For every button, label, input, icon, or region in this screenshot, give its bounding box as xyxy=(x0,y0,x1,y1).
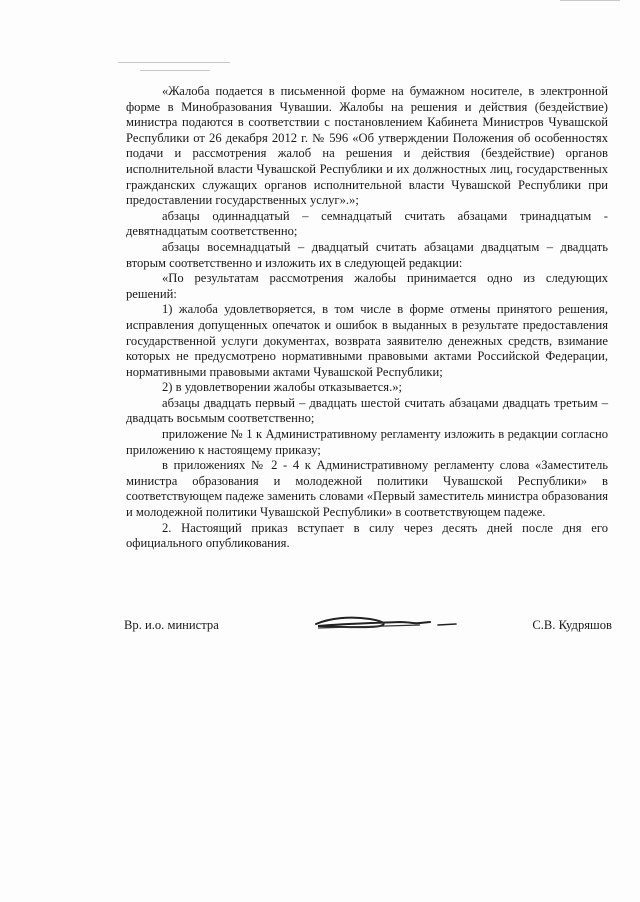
paragraph-renumber-18-20: абзацы восемнадцатый – двадцатый считать абзацами двадцатым – двадцать вторым соответственно и изложить их в следующей редакции: xyxy=(126,239,608,270)
paragraph-appendix-1: приложение № 1 к Административному регламенту изложить в редакции согласно приложению к настоящему приказу; xyxy=(126,427,608,457)
paragraph-appendices-2-4: в приложениях № 2 - 4 к Административному регламенту слова «Заместитель министра образования и молодежной политики Чувашской Республики» в соответствующем падеже заменить словами «Первый заместитель министра образования и молодежной политики Чувашской Республики» в соответствующем падеже. xyxy=(126,458,608,520)
paragraph-complaint-procedure: «Жалоба подается в письменной форме на бумажном носителе, в электронной форме в Минобразования Чувашии. Жалобы на решения и действия (бездействие) министра подаются в соответствии с постановлением Кабинета Министров Чувашской Республики от 26 декабря 2012 г. № 596 «Об утверждении Положения об особенностях подачи и рассмотрения жалоб на решения и действия (бездействие) органов исполнительной власти Чувашской Республики и их должностных лиц, государственных гражданских служащих органов исполнительной власти Чувашской Республики при предоставлении государственных услуг».»; xyxy=(126,84,608,208)
signer-name: С.В. Кудряшов xyxy=(532,618,612,632)
paragraph-decision-intro: «По результатам рассмотрения жалобы принимается одно из следующих решений: xyxy=(126,271,608,301)
scan-artifact xyxy=(560,0,620,1)
signature-block xyxy=(124,618,612,638)
signer-title: Вр. и.о. министра xyxy=(124,618,219,632)
scan-artifact xyxy=(118,62,230,63)
signature-image xyxy=(310,612,460,634)
paragraph-decision-refused: 2) в удовлетворении жалобы отказывается.»; xyxy=(162,380,403,395)
scan-artifact xyxy=(140,70,210,71)
paragraph-decision-satisfied: 1) жалоба удовлетворяется, в том числе в форме отмены принятого решения, исправления допущенных опечаток и ошибок в выданных в результате предоставления государственной услуги документах, возврата заявителю денежных средств, взимание которых не предусмотрено нормативными правовыми актами Российской Федерации, нормативными правовыми актами Чувашской Республики; xyxy=(126,302,608,379)
document-body xyxy=(126,84,608,552)
paragraph-renumber-11-17: абзацы одиннадцатый – семнадцатый считать абзацами тринадцатым - девятнадцатым соответственно; xyxy=(126,208,608,239)
paragraph-effective-date: 2. Настоящий приказ вступает в силу через десять дней после дня его официального опубликования. xyxy=(126,520,608,551)
paragraph-renumber-21-26: абзацы двадцать первый – двадцать шестой считать абзацами двадцать третьим – двадцать восьмым соответственно; xyxy=(126,395,608,426)
